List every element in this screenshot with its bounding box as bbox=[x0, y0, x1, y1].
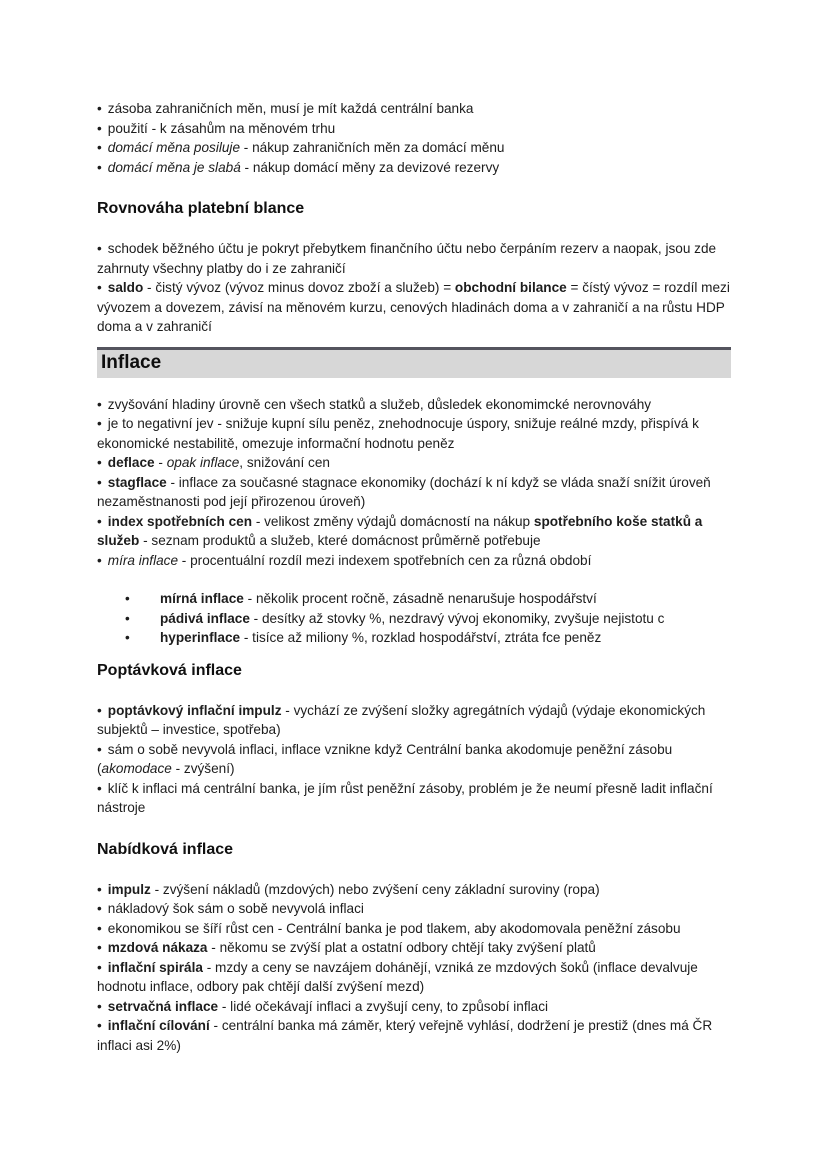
text-run: = čístý vývoz = rozdíl mezi vývozem a dovezem, závisí na měnovém kurzu, cenových hladinách doma a v zahraničí a na růstu HDP doma a v zahraničí bbox=[97, 280, 730, 334]
text-run: - seznam produktů a služeb, které domácnost průměrně potřebuje bbox=[139, 533, 541, 548]
text-run: obchodní bilance bbox=[454, 280, 567, 295]
sub-bullet-paragraph bbox=[97, 628, 731, 648]
text-run: je to negativní jev - snižuje kupní sílu peněz, znehodnocuje úspory, snižuje reálné mzdy, přispívá k ekonomické nestabilitě, omezuje informační hodnotu peněz bbox=[97, 416, 699, 451]
text-run: zásoba zahraničních měn, musí je mít každá centrální banka bbox=[107, 101, 474, 116]
text-run: setrvačná inflace bbox=[107, 998, 219, 1014]
bullet-paragraph bbox=[97, 473, 731, 512]
text-run: použití - k zásahům na měnovém trhu bbox=[107, 120, 336, 136]
bullet-paragraph bbox=[97, 512, 731, 551]
bullet-icon: • bbox=[97, 881, 102, 897]
sub-bullet-list bbox=[97, 589, 731, 648]
text-run: inflační cílování bbox=[107, 1018, 210, 1033]
bullet-paragraph bbox=[97, 453, 731, 473]
text-run: klíč k inflaci má centrální banka, je jím růst peněžní zásoby, problém je že neumí přesně ladit inflační nástroje bbox=[97, 780, 713, 815]
bullet-paragraph bbox=[97, 938, 731, 958]
text-run: mzdová nákaza bbox=[107, 940, 208, 955]
bullet-paragraph bbox=[97, 119, 731, 139]
text-run: - desítky až stovky %, nezdravý vývoj ekonomiky, zvyšuje nejistotu c bbox=[249, 610, 665, 626]
bullet-icon: • bbox=[97, 455, 102, 470]
text-run: mírná inflace bbox=[160, 591, 244, 606]
bullet-icon: • bbox=[97, 474, 102, 490]
text-run: pádivá inflace bbox=[160, 610, 250, 626]
text-run: saldo bbox=[107, 280, 144, 295]
text-run: hyperinflace bbox=[160, 630, 241, 645]
bullet-icon: • bbox=[97, 280, 102, 295]
document-content bbox=[97, 99, 731, 1055]
text-run: zvyšování hladiny úrovně cen všech statků a služeb, důsledek ekonomimcké nerovnováhy bbox=[107, 396, 652, 412]
text-run: nákladový šok sám o sobě nevyvolá inflaci bbox=[107, 901, 364, 916]
bullet-icon: • bbox=[97, 959, 102, 975]
bullet-icon: • bbox=[125, 630, 130, 645]
text-run: akomodace bbox=[101, 761, 172, 776]
sub-bullet-paragraph bbox=[97, 609, 731, 629]
text-run: - lidé očekávají inflaci a zvyšují ceny, to způsobí inflaci bbox=[218, 998, 549, 1014]
bullet-icon: • bbox=[97, 920, 102, 936]
text-run: ekonomikou se šíří růst cen - Centrální banka je pod tlakem, aby akodomovala peněžní zásobu bbox=[107, 920, 681, 936]
bullet-paragraph bbox=[97, 138, 731, 158]
bullet-icon: • bbox=[97, 741, 102, 757]
bullet-icon: • bbox=[97, 416, 102, 431]
bullet-paragraph bbox=[97, 740, 731, 779]
bullet-icon: • bbox=[97, 998, 102, 1014]
bullet-list bbox=[97, 99, 731, 177]
bullet-icon: • bbox=[97, 396, 102, 412]
bullet-paragraph bbox=[97, 958, 731, 997]
text-run: stagflace bbox=[107, 474, 167, 490]
bullet-icon: • bbox=[97, 901, 102, 916]
subsection-heading: Nabídková inflace bbox=[97, 840, 234, 858]
bullet-paragraph bbox=[97, 880, 731, 900]
text-run: - mzdy a ceny se navzájem dohánějí, vzniká ze mzdových šoků (inflace devalvuje hodnotu inflace, odbory pak chtějí další zvýšení mezd) bbox=[97, 959, 698, 994]
bullet-paragraph bbox=[97, 158, 731, 178]
bullet-list bbox=[97, 701, 731, 818]
text-run: - velikost změny výdajů domácností na nákup bbox=[252, 513, 534, 529]
bullet-icon: • bbox=[97, 1018, 102, 1033]
text-run: domácí měna je slabá bbox=[107, 159, 241, 175]
bullet-paragraph bbox=[97, 701, 731, 740]
text-run: impulz bbox=[107, 881, 151, 897]
text-run: deflace bbox=[107, 455, 155, 470]
bullet-icon: • bbox=[97, 513, 102, 529]
text-run: - bbox=[154, 455, 167, 470]
text-run: sám o sobě nevyvolá inflaci, inflace vznikne když Centrální banka akodomuje peněžní zásobu ( bbox=[97, 741, 673, 776]
bullet-list bbox=[97, 395, 731, 571]
bullet-paragraph bbox=[97, 278, 731, 337]
text-run: poptávkový inflační impulz bbox=[107, 702, 282, 718]
text-run: index spotřebních cen bbox=[107, 513, 253, 529]
bullet-icon: • bbox=[125, 591, 130, 606]
text-run: - inflace za současné stagnace ekonomiky (dochází k ní když se vláda snaží snížit úroveň nezaměstnanosti pod její přirozenou úroveň) bbox=[97, 474, 711, 509]
bullet-icon: • bbox=[97, 552, 102, 568]
text-run: - vychází ze zvýšení složky agregátních výdajů (výdaje ekonomických subjektů – investice, spotřeba) bbox=[97, 702, 706, 737]
bullet-icon: • bbox=[97, 140, 102, 155]
bullet-list bbox=[97, 239, 731, 337]
bullet-paragraph bbox=[97, 395, 731, 415]
sub-bullet-paragraph bbox=[97, 589, 731, 609]
text-run: - nákup zahraničních měn za domácí měnu bbox=[240, 140, 505, 155]
bullet-icon: • bbox=[97, 702, 102, 718]
text-run: - někomu se zvýší plat a ostatní odbory chtějí taky zvýšení platů bbox=[207, 940, 596, 955]
text-run: - procentuální rozdíl mezi indexem spotřebních cen za různá období bbox=[178, 552, 592, 568]
bullet-paragraph bbox=[97, 239, 731, 278]
bullet-paragraph bbox=[97, 779, 731, 818]
bullet-paragraph bbox=[97, 414, 731, 453]
text-run: - zvýšení) bbox=[171, 761, 235, 776]
bullet-paragraph bbox=[97, 1016, 731, 1055]
bullet-icon: • bbox=[97, 159, 102, 175]
text-run: - několik procent ročně, zásadně nenarušuje hospodářství bbox=[243, 591, 597, 606]
text-run: inflační spirála bbox=[107, 959, 203, 975]
bullet-paragraph bbox=[97, 919, 731, 939]
text-run: - čistý vývoz (vývoz minus dovoz zboží a služeb) = bbox=[143, 280, 455, 295]
bullet-icon: • bbox=[97, 780, 102, 796]
section-title: Inflace bbox=[101, 351, 162, 373]
section-title-bar bbox=[97, 347, 731, 378]
text-run: domácí měna posiluje bbox=[107, 140, 240, 155]
text-run: opak inflace bbox=[166, 455, 240, 470]
bullet-icon: • bbox=[97, 101, 102, 116]
text-run: - nákup domácí měny za devizové rezervy bbox=[240, 159, 500, 175]
text-run: spotřebního koše statků a služeb bbox=[97, 513, 703, 548]
text-run: míra inflace bbox=[107, 552, 179, 568]
bullet-paragraph bbox=[97, 899, 731, 919]
bullet-icon: • bbox=[125, 610, 130, 626]
bullet-icon: • bbox=[97, 120, 102, 136]
bullet-paragraph bbox=[97, 99, 731, 119]
bullet-paragraph bbox=[97, 551, 731, 571]
text-run: - tisíce až miliony %, rozklad hospodářství, ztráta fce peněz bbox=[240, 630, 602, 645]
bullet-icon: • bbox=[97, 241, 102, 256]
bullet-paragraph bbox=[97, 997, 731, 1017]
text-run: , snižování cen bbox=[239, 455, 330, 470]
subsection-heading: Rovnováha platební blance bbox=[97, 200, 305, 217]
bullet-list bbox=[97, 880, 731, 1056]
text-run: - zvýšení nákladů (mzdových) nebo zvýšení ceny základní suroviny (ropa) bbox=[150, 881, 600, 897]
subsection-heading: Poptávková inflace bbox=[97, 661, 242, 679]
text-run: schodek běžného účtu je pokryt přebytkem finančního účtu nebo čerpáním rezerv a naopak, jsou zde zahrnuty všechny platby do i ze zahraničí bbox=[97, 241, 717, 276]
bullet-icon: • bbox=[97, 940, 102, 955]
text-run: - centrální banka má záměr, který veřejně vyhlásí, dodržení je prestiž (dnes má ČR inflaci asi 2%) bbox=[97, 1018, 713, 1053]
